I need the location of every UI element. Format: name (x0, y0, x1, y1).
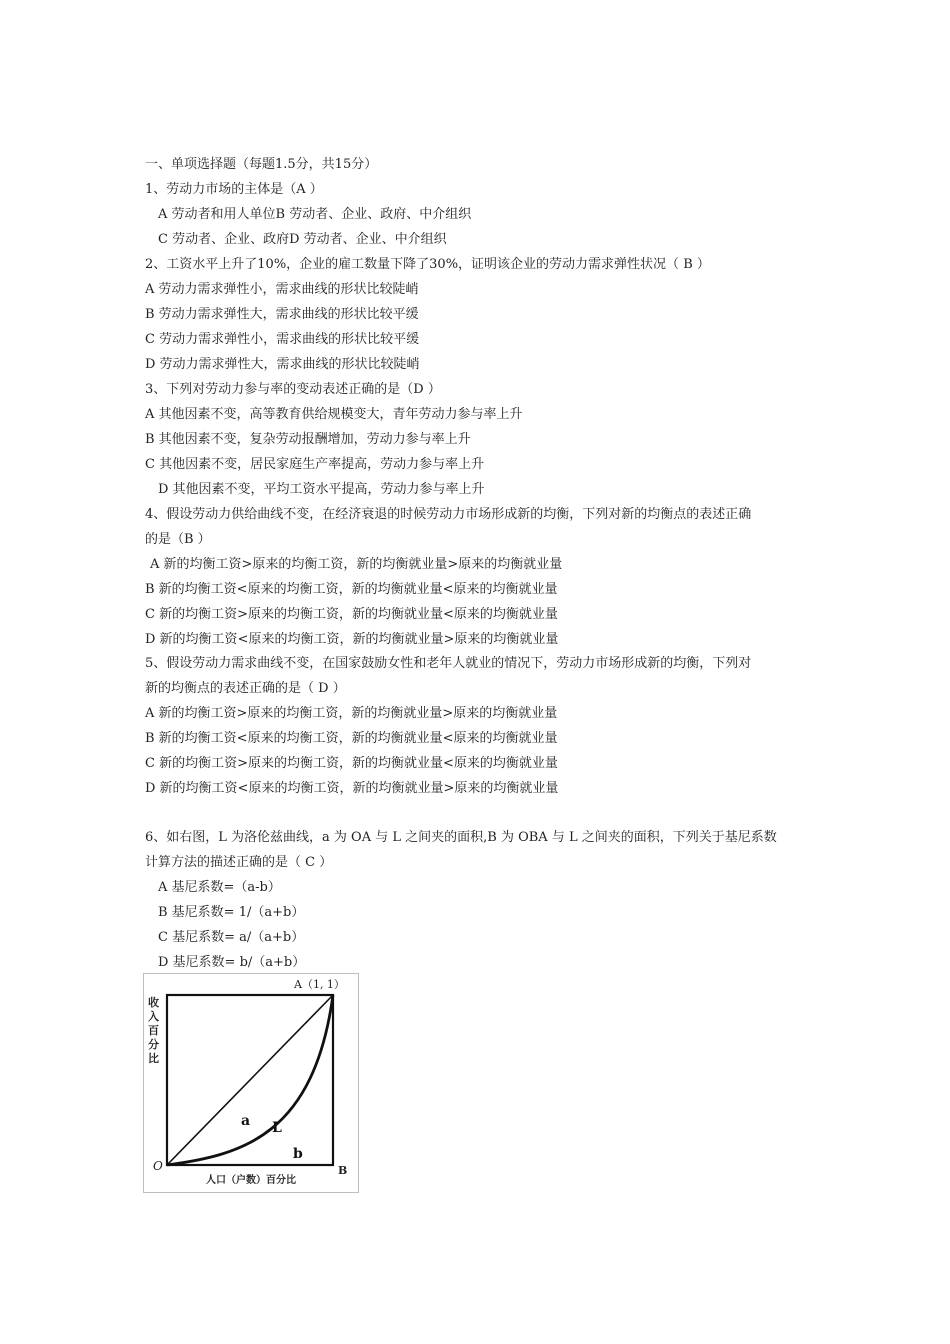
question-4-stem-line-2: 的是（B ） (145, 532, 211, 547)
origin-label: O (153, 1159, 163, 1173)
question-5-option-b: B 新的均衡工资<原来的均衡工资，新的均衡就业量<原来的均衡就业量 (145, 731, 558, 746)
y-axis-label-char: 分 (148, 1038, 159, 1051)
question-1-stem: 1、劳动力市场的主体是（A ） (145, 182, 323, 197)
question-3-option-c: C 其他因素不变，居民家庭生产率提高，劳动力参与率上升 (145, 457, 485, 472)
question-3-option-a: A 其他因素不变，高等教育供给规模变大，青年劳动力参与率上升 (145, 407, 523, 422)
question-6-option-d: D 基尼系数= b/（a+b） (158, 955, 306, 970)
question-4-option-d: D 新的均衡工资<原来的均衡工资，新的均衡就业量>原来的均衡就业量 (145, 632, 559, 647)
question-5-stem-line-1: 5、假设劳动力需求曲线不变，在国家鼓励女性和老年人就业的情况下，劳动力市场形成新的均衡，下列对 (145, 656, 752, 671)
x-axis-label: 人口（户数）百分比 (206, 1175, 296, 1186)
area-a-label: a (241, 1113, 251, 1129)
question-1-option-ab: A 劳动者和用人单位B 劳动者、企业、政府、中介组织 (158, 207, 472, 222)
question-1-option-cd: C 劳动者、企业、政府D 劳动者、企业、中介组织 (158, 232, 447, 247)
question-4-stem-line-1: 4、假设劳动力供给曲线不变，在经济衰退的时候劳动力市场形成新的均衡，下列对新的均衡点的表述正确 (145, 507, 752, 522)
y-axis-label-char: 入 (148, 1010, 159, 1023)
question-4-option-a: A 新的均衡工资>原来的均衡工资，新的均衡就业量>原来的均衡就业量 (150, 557, 563, 572)
lorenz-curve-diagram (144, 974, 358, 1192)
question-6-option-b: B 基尼系数= 1/（a+b） (158, 905, 305, 920)
question-3-option-d: D 其他因素不变，平均工资水平提高，劳动力参与率上升 (158, 482, 485, 497)
y-axis-label-char: 比 (148, 1052, 159, 1065)
question-5-option-c: C 新的均衡工资>原来的均衡工资，新的均衡就业量<原来的均衡就业量 (145, 756, 558, 771)
question-4-option-b: B 新的均衡工资<原来的均衡工资，新的均衡就业量<原来的均衡就业量 (145, 582, 558, 597)
question-6-option-c: C 基尼系数= a/（a+b） (158, 930, 305, 945)
question-5-stem-line-2: 新的均衡点的表述正确的是（ D ） (145, 681, 346, 696)
y-axis-label-char: 收 (148, 996, 159, 1009)
curve-l-label: L (272, 1120, 282, 1136)
lorenz-curve-figure (143, 973, 359, 1193)
question-4-option-c: C 新的均衡工资>原来的均衡工资，新的均衡就业量<原来的均衡就业量 (145, 607, 558, 622)
question-2-stem: 2、工资水平上升了10%，企业的雇工数量下降了30%，证明该企业的劳动力需求弹性状况（ B ） (145, 257, 710, 272)
question-2-option-c: C 劳动力需求弹性小，需求曲线的形状比较平缓 (145, 332, 420, 347)
section-title: 一、单项选择题（每题1.5分，共15分） (145, 157, 378, 172)
question-6-option-a: A 基尼系数=（a-b） (158, 880, 281, 895)
area-b-label: b (293, 1146, 303, 1162)
y-axis-label-char: 百 (148, 1024, 159, 1037)
question-6-stem-line-2: 计算方法的描述正确的是（ C ） (145, 855, 333, 870)
point-a-label: A（1, 1） (294, 978, 345, 991)
point-b-label: B (338, 1164, 348, 1177)
question-2-option-b: B 劳动力需求弹性大，需求曲线的形状比较平缓 (145, 307, 419, 322)
question-5-option-a: A 新的均衡工资>原来的均衡工资，新的均衡就业量>原来的均衡就业量 (145, 706, 558, 721)
question-3-option-b: B 其他因素不变，复杂劳动报酬增加，劳动力参与率上升 (145, 432, 471, 447)
question-2-option-a: A 劳动力需求弹性小，需求曲线的形状比较陡峭 (145, 282, 419, 297)
question-2-option-d: D 劳动力需求弹性大，需求曲线的形状比较陡峭 (145, 357, 420, 372)
question-5-option-d: D 新的均衡工资<原来的均衡工资，新的均衡就业量>原来的均衡就业量 (145, 781, 559, 796)
question-6-stem-line-1: 6、如右图，L 为洛伦兹曲线，a 为 OA 与 L 之间夹的面积,B 为 OBA 与 L 之间夹的面积，下列关于基尼系数 (145, 830, 777, 845)
question-3-stem: 3、下列对劳动力参与率的变动表述正确的是（D ） (145, 382, 441, 397)
